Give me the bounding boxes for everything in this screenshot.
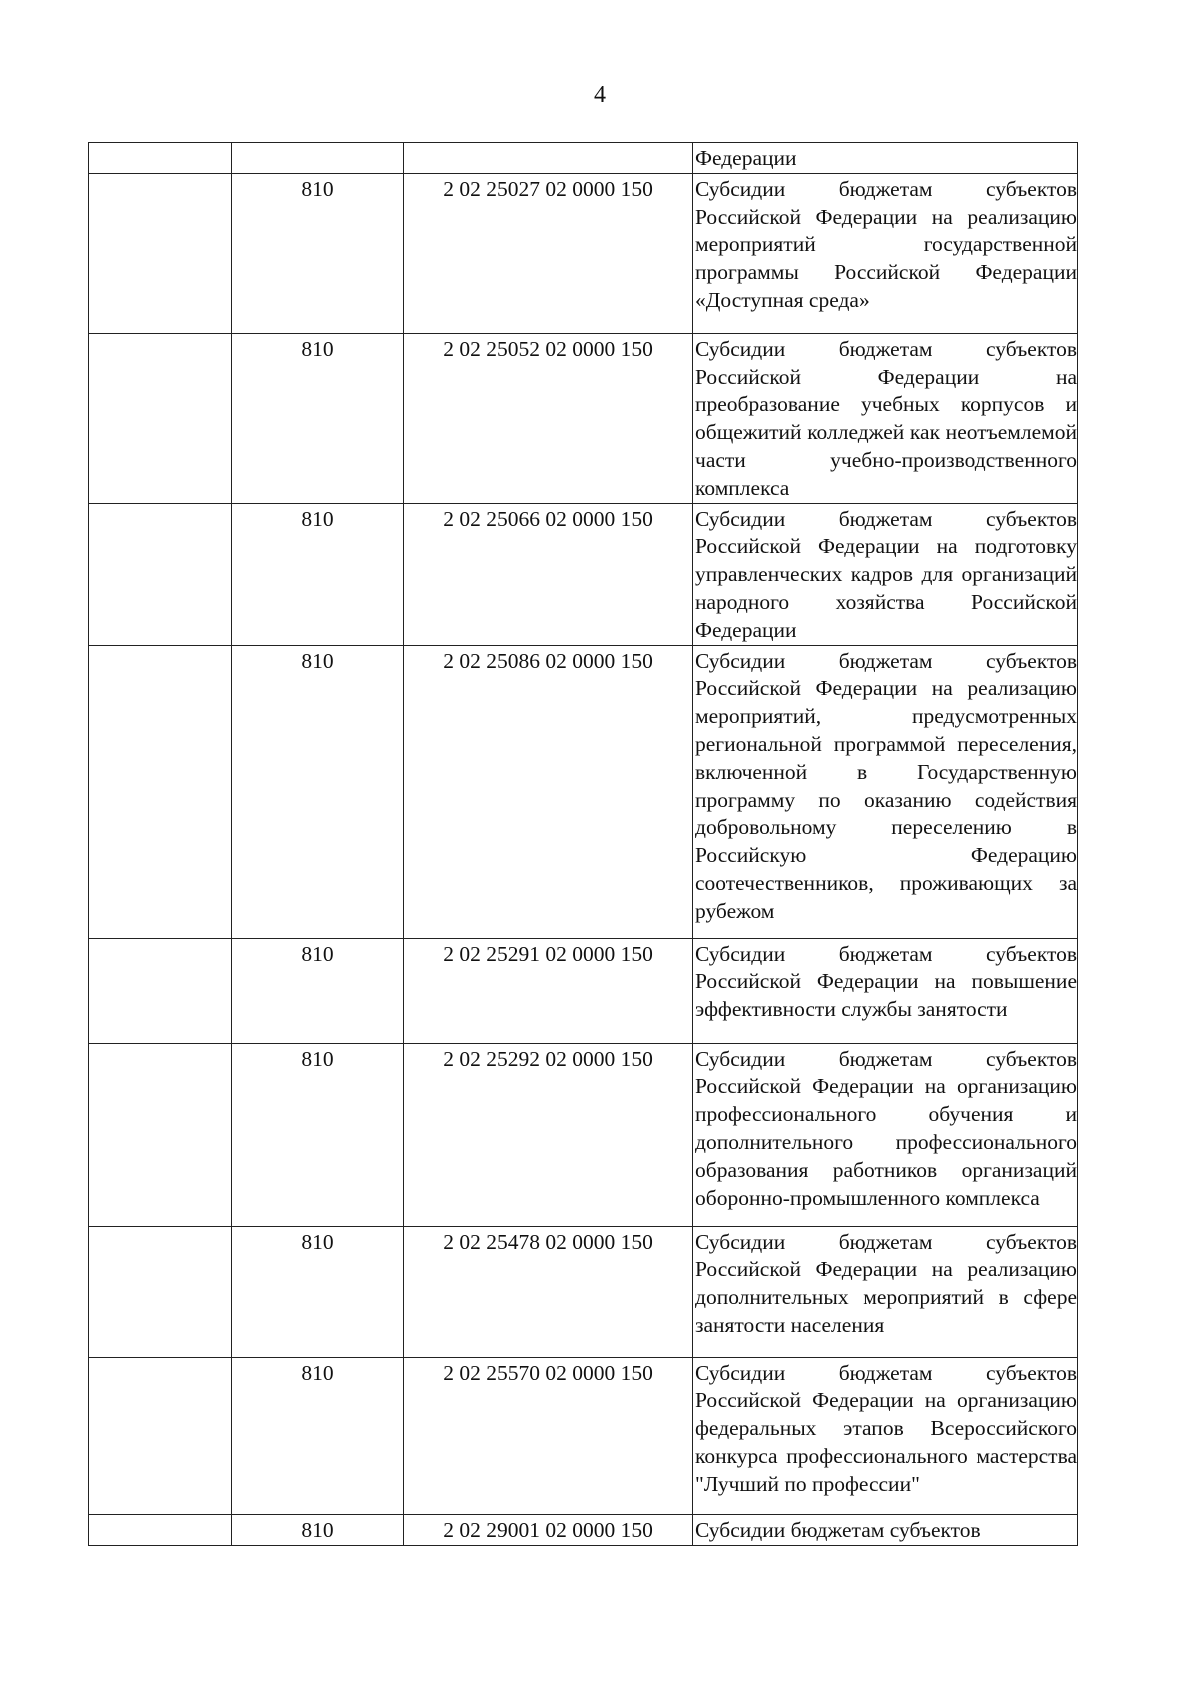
admin-code-cell: 810 [232,645,404,938]
budget-classification-code-cell: 2 02 25291 02 0000 150 [404,938,693,1043]
admin-code-cell: 810 [232,333,404,503]
table-row [89,503,1078,645]
budget-classification-code-cell: 2 02 25478 02 0000 150 [404,1226,693,1357]
empty-cell [404,143,693,174]
description-cell: Субсидии бюджетам субъектов Российской Федерации на повышение эффективности службы занятости [693,938,1078,1043]
budget-classification-code-cell: 2 02 25066 02 0000 150 [404,503,693,645]
description-cell: Субсидии бюджетам субъектов Российской Федерации на подготовку управленческих кадров для организаций народного хозяйства Российской Федерации [693,503,1078,645]
table-row [89,1357,1078,1514]
empty-cell [89,143,232,174]
table-row [89,1226,1078,1357]
empty-cell [89,1226,232,1357]
admin-code-cell: 810 [232,1514,404,1545]
empty-cell [89,1514,232,1545]
admin-code-cell: 810 [232,1226,404,1357]
table-row [89,333,1078,503]
admin-code-cell: 810 [232,173,404,333]
empty-cell [89,333,232,503]
table-row [89,645,1078,938]
table-row [89,1514,1078,1545]
empty-cell [89,173,232,333]
empty-cell [89,938,232,1043]
description-cell: Федерации [693,143,1078,174]
budget-classification-code-cell: 2 02 29001 02 0000 150 [404,1514,693,1545]
budget-classification-code-cell: 2 02 25027 02 0000 150 [404,173,693,333]
empty-cell [89,645,232,938]
table-row-continuation [89,143,1078,174]
admin-code-cell: 810 [232,1043,404,1226]
description-cell: Субсидии бюджетам субъектов Российской Федерации на организацию профессионального обучения и дополнительного профессионального образования работников организаций оборонно-промышленного комплекса [693,1043,1078,1226]
description-cell: Субсидии бюджетам субъектов Российской Федерации на реализацию мероприятий государственной программы Российской Федерации «Доступная среда» [693,173,1078,333]
table-row [89,173,1078,333]
empty-cell [89,1357,232,1514]
page-number: 4 [594,82,606,108]
budget-classification-code-cell: 2 02 25292 02 0000 150 [404,1043,693,1226]
table-row [89,1043,1078,1226]
empty-cell [89,1043,232,1226]
budget-classification-code-cell: 2 02 25086 02 0000 150 [404,645,693,938]
admin-code-cell: 810 [232,503,404,645]
description-cell: Субсидии бюджетам субъектов Российской Федерации на организацию федеральных этапов Всероссийского конкурса профессионального мастерства "Лучший по профессии" [693,1357,1078,1514]
empty-cell [232,143,404,174]
description-cell: Субсидии бюджетам субъектов [693,1514,1078,1545]
description-cell: Субсидии бюджетам субъектов Российской Федерации на реализацию мероприятий, предусмотренных региональной программой переселения, включенной в Государственную программу по оказанию содействия добровольному переселению в Российскую Федерацию соотечественников, проживающих за рубежом [693,645,1078,938]
description-cell: Субсидии бюджетам субъектов Российской Федерации на реализацию дополнительных мероприятий в сфере занятости населения [693,1226,1078,1357]
budget-classification-code-cell: 2 02 25570 02 0000 150 [404,1357,693,1514]
empty-cell [89,503,232,645]
admin-code-cell: 810 [232,1357,404,1514]
table-row [89,938,1078,1043]
description-cell: Субсидии бюджетам субъектов Российской Федерации на преобразование учебных корпусов и общежитий колледжей как неотъемлемой части учебно-производственного комплекса [693,333,1078,503]
budget-classification-code-cell: 2 02 25052 02 0000 150 [404,333,693,503]
budget-codes-table [88,142,1078,1546]
admin-code-cell: 810 [232,938,404,1043]
